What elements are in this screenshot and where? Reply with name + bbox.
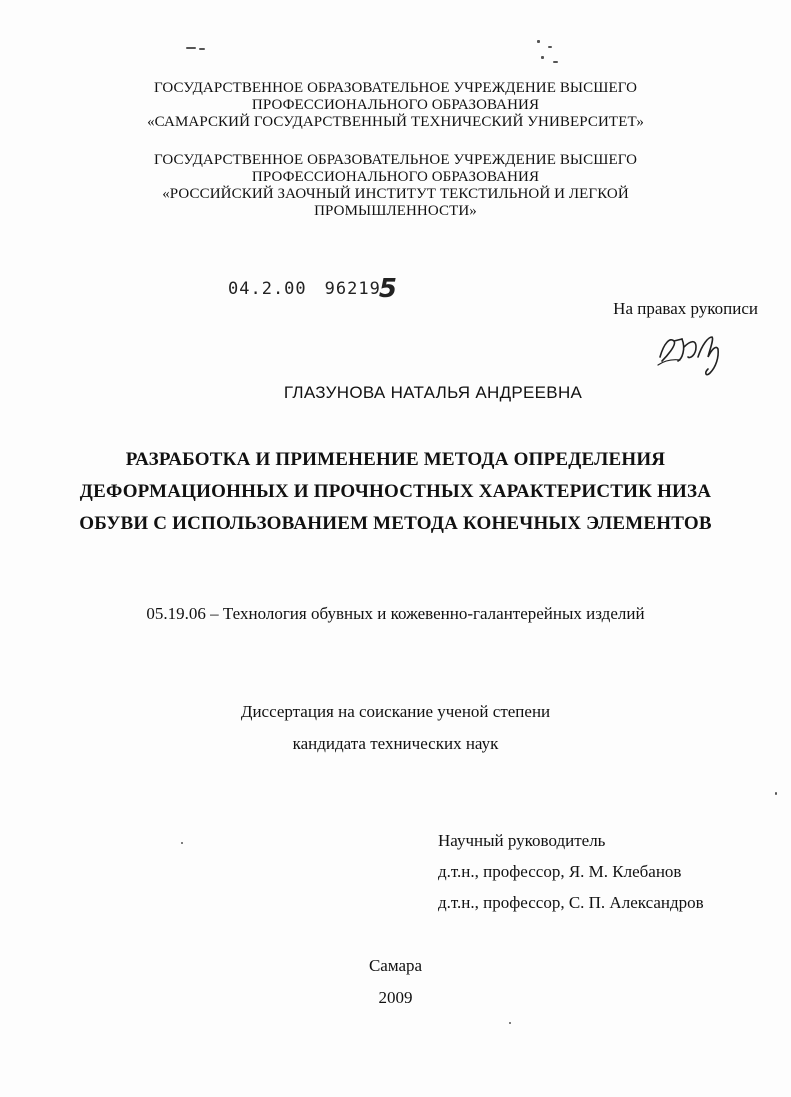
signature-icon	[652, 327, 736, 384]
scan-speck	[548, 46, 552, 48]
institution-second	[0, 152, 791, 220]
supervisor-block	[438, 825, 704, 918]
author-name: ГЛАЗУНОВА НАТАЛЬЯ АНДРЕЕВНА	[283, 383, 583, 402]
scan-speck	[181, 842, 183, 844]
title-line: ОБУВИ С ИСПОЛЬЗОВАНИЕМ МЕТОДА КОНЕЧНЫХ ЭЛЕМЕНТОВ	[79, 513, 712, 534]
scan-speck	[553, 61, 558, 63]
institution-second-line: «РОССИЙСКИЙ ЗАОЧНЫЙ ИНСТИТУТ ТЕКСТИЛЬНОЙ И ЛЕГКОЙ	[162, 186, 629, 202]
title-line: ДЕФОРМАЦИОННЫХ И ПРОЧНОСТНЫХ ХАРАКТЕРИСТИК НИЗА	[79, 481, 712, 502]
title-line: РАЗРАБОТКА И ПРИМЕНЕНИЕ МЕТОДА ОПРЕДЕЛЕНИЯ	[125, 449, 666, 470]
degree-note-line: Диссертация на соискание ученой степени	[240, 702, 551, 721]
library-stamp	[228, 271, 398, 304]
institution-second-line: ГОСУДАРСТВЕННОЕ ОБРАЗОВАТЕЛЬНОЕ УЧРЕЖДЕНИЕ ВЫСШЕГО	[153, 152, 638, 168]
supervisor-heading: Научный руководитель	[438, 831, 606, 850]
stamp-suffix: 5	[378, 274, 398, 304]
scan-speck	[199, 48, 205, 50]
dissertation-title	[0, 444, 791, 540]
supervisor-person: д.т.н., профессор, С. П. Александров	[438, 893, 704, 912]
institution-first-line: ПРОФЕССИОНАЛЬНОГО ОБРАЗОВАНИЯ	[251, 97, 540, 113]
institution-first-line: ГОСУДАРСТВЕННОЕ ОБРАЗОВАТЕЛЬНОЕ УЧРЕЖДЕНИЕ ВЫСШЕГО	[153, 80, 638, 96]
degree-note	[0, 696, 791, 760]
institution-first-line: «САМАРСКИЙ ГОСУДАРСТВЕННЫЙ ТЕХНИЧЕСКИЙ УНИВЕРСИТЕТ»	[147, 114, 644, 130]
rights-note: На правах рукописи	[613, 299, 758, 318]
scan-speck	[509, 1022, 511, 1024]
specialty: 05.19.06 – Технология обувных и кожевенно-галантерейных изделий	[146, 604, 645, 623]
institution-second-line: ПРОФЕССИОНАЛЬНОГО ОБРАЗОВАНИЯ	[251, 169, 540, 185]
scan-speck	[541, 56, 544, 59]
stamp-date: 04.2.00	[228, 279, 307, 299]
institution-first	[0, 80, 791, 131]
scan-speck	[775, 792, 777, 795]
place-and-year	[0, 950, 791, 1014]
stamp-number: 96219	[324, 279, 381, 299]
year: 2009	[378, 988, 413, 1007]
city: Самара	[368, 956, 423, 975]
scan-speck	[537, 40, 540, 43]
supervisor-person: д.т.н., профессор, Я. М. Клебанов	[438, 862, 682, 881]
degree-note-line: кандидата технических наук	[292, 734, 499, 753]
institution-second-line: ПРОМЫШЛЕННОСТИ»	[314, 203, 477, 219]
scan-speck	[186, 47, 196, 49]
